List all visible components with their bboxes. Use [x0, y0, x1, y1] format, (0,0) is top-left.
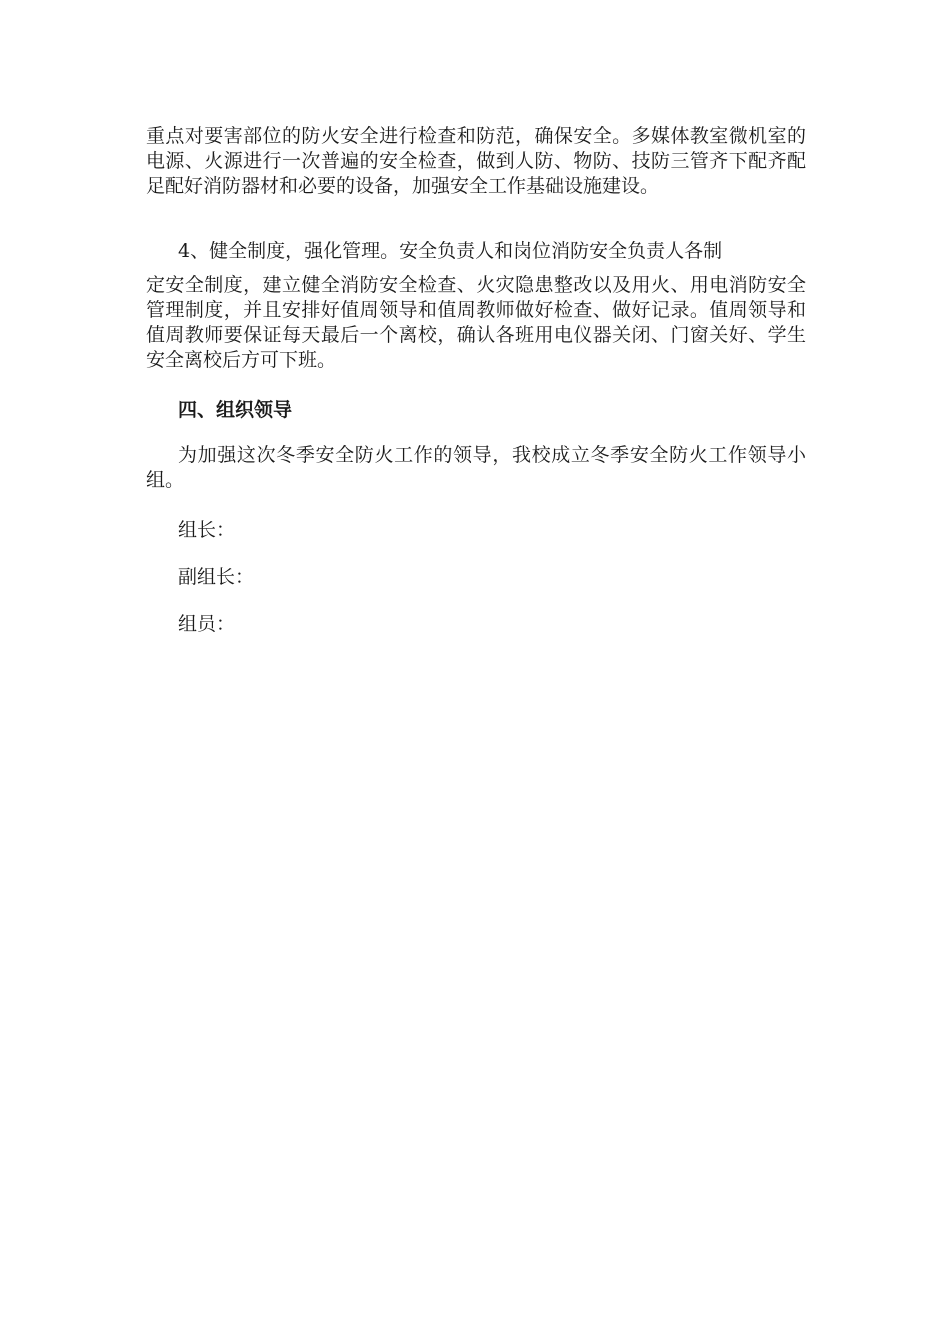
- paragraph-management-first-line: 4、健全制度，强化管理。安全负责人和岗位消防安全负责人各制: [178, 240, 723, 262]
- paragraph-leadership-group: 为加强这次冬季安全防火工作的领导，我校成立冬季安全防火工作领导小组。: [146, 444, 806, 491]
- paragraph-safety-inspection: 重点对要害部位的防火安全进行检查和防范，确保安全。多媒体教室微机室的电源、火源进行一次普遍的安全检查，做到人防、物防、技防三管齐下配齐配足配好消防器材和必要的设备，加强安全工作基础设施建设。: [146, 125, 806, 197]
- paragraph-management-body: 定安全制度，建立健全消防安全检查、火灾隐患整改以及用火、用电消防安全管理制度，并且安排好值周领导和值周教师做好检查、做好记录。值周领导和值周教师要保证每天最后一个离校，确认各班用电仪器关闭、门窗关好、学生安全离校后方可下班。: [146, 274, 806, 371]
- role-members: 组员：: [178, 613, 236, 635]
- section-heading-organization: 四、组织领导: [178, 399, 293, 421]
- role-leader: 组长：: [178, 519, 236, 541]
- paragraph-management-system: [146, 239, 806, 373]
- document-body: [146, 124, 806, 637]
- role-deputy-leader: 副组长：: [178, 566, 255, 588]
